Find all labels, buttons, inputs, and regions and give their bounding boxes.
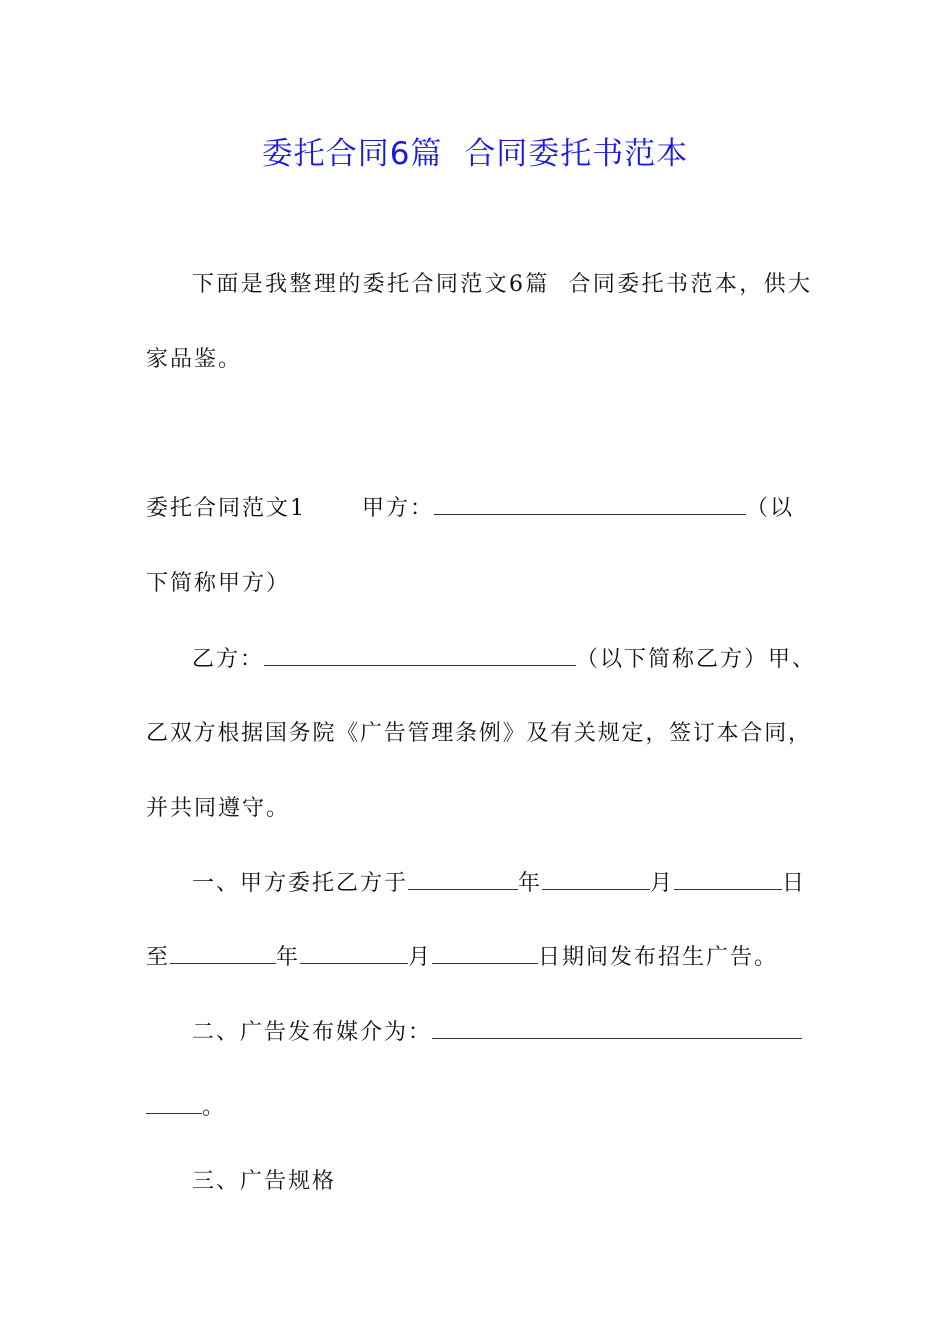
clause2-line-1 [192, 1018, 810, 1048]
clause2-tail: 。 [202, 1095, 227, 1120]
clause1-year-label: 年 [518, 871, 543, 896]
basis-line-1: 乙双方根据国务院《广告管理条例》及有关规定，签订本合同， [146, 721, 810, 746]
clause2-line-2 [146, 1093, 810, 1123]
start-month-blank [542, 869, 650, 890]
basis-line-2: 并共同遵守。 [146, 796, 291, 821]
clause1-day-label: 日 [782, 871, 807, 896]
clause1-line-1 [192, 869, 810, 899]
end-month-blank [300, 943, 408, 964]
media-blank-continued [146, 1093, 202, 1114]
end-day-blank [432, 943, 538, 964]
clause1-year2-label: 年 [276, 945, 301, 970]
end-year-blank [170, 943, 276, 964]
start-day-blank [674, 869, 782, 890]
clause1-to-label: 至 [146, 945, 171, 970]
clause1-month-label: 月 [650, 871, 675, 896]
section-heading: 委托合同范文1 [146, 496, 306, 521]
clause1-tail: 日期间发布招生广告。 [538, 945, 779, 970]
clause3-heading: 三、广告规格 [192, 1169, 337, 1194]
party-a-blank [434, 494, 746, 515]
clause1-prefix: 一、甲方委托乙方于 [192, 871, 409, 896]
clause1-month2-label: 月 [408, 945, 433, 970]
party-b-suffix: （以下简称乙方）甲、 [576, 647, 817, 672]
clause1-line-2 [146, 943, 810, 973]
party-a-line-2: 下简称甲方） [146, 571, 291, 596]
clause2-label: 二、广告发布媒介为： [192, 1020, 433, 1045]
party-b-label: 乙方： [192, 647, 265, 672]
party-a-suffix: （以 [746, 496, 795, 521]
party-a-label: 甲方： [362, 496, 435, 521]
section1-header-line [146, 494, 810, 524]
media-blank [432, 1018, 802, 1039]
intro-line-1: 下面是我整理的委托合同范文6篇 合同委托书范本，供大 [192, 272, 810, 297]
document-title: 委托合同6篇 合同委托书范本 [261, 136, 689, 172]
party-b-line [192, 645, 817, 675]
start-year-blank [408, 869, 518, 890]
intro-line-2: 家品鉴。 [146, 347, 243, 372]
party-b-blank [264, 645, 576, 666]
